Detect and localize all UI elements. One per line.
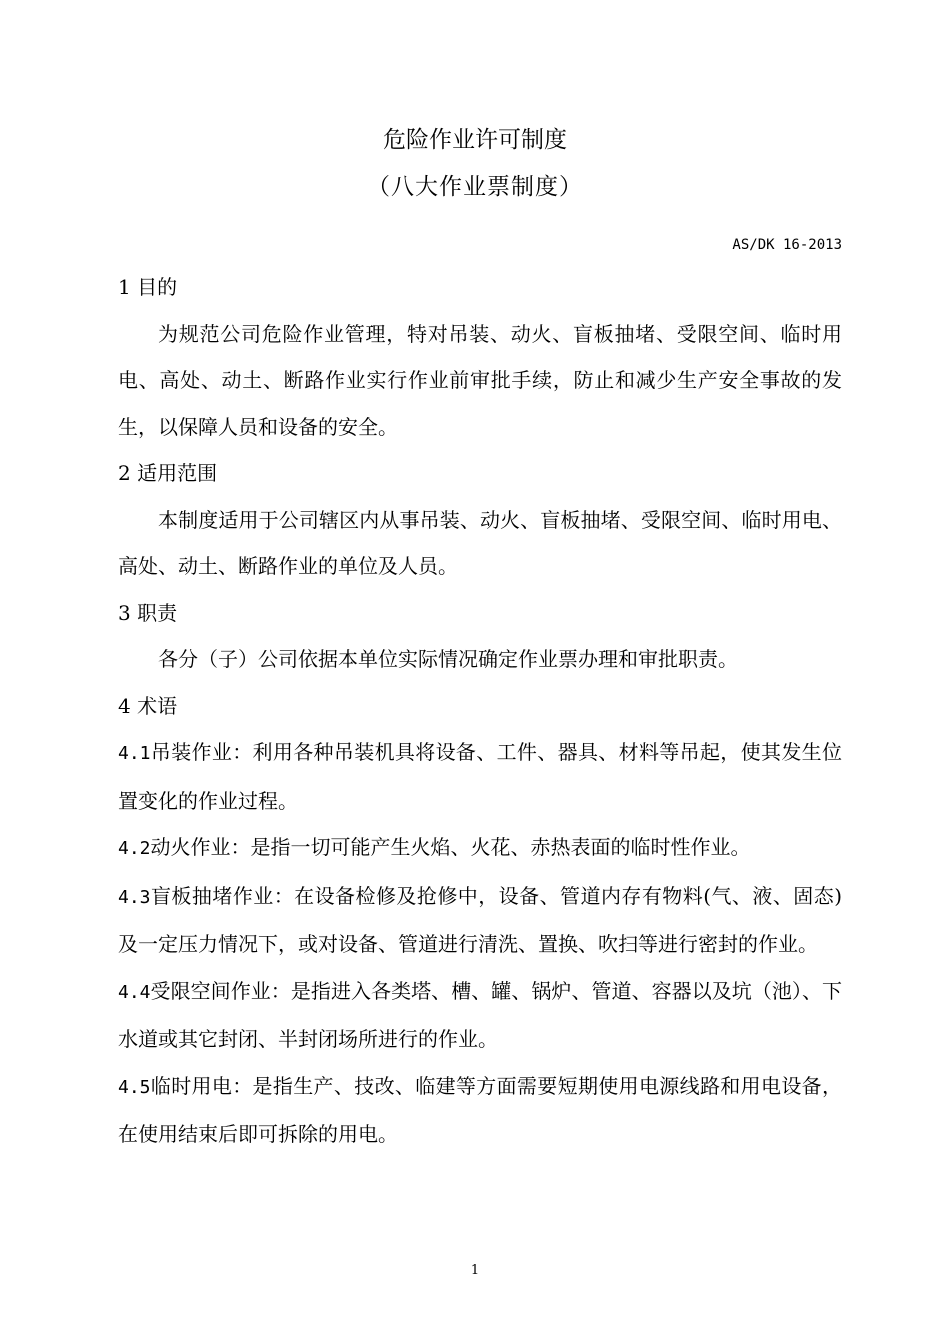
section-text-scope: 本制度适用于公司辖区内从事吊装、动火、盲板抽堵、受限空间、临时用电、高处、动土、断路作业的单位及人员。 — [118, 507, 842, 578]
term-item — [118, 729, 842, 824]
section-heading-terms: 4 术语 — [118, 693, 178, 718]
section-text-duties: 各分（子）公司依据本单位实际情况确定作业票办理和审批职责。 — [158, 647, 738, 671]
document-body — [118, 264, 842, 1158]
document-title: 危险作业许可制度 — [383, 127, 567, 153]
section-text-purpose: 为规范公司危险作业管理，特对吊装、动火、盲板抽堵、受限空间、临时用电、高处、动土、断路作业实行作业前审批手续，防止和减少生产安全事故的发生，以保障人员和设备的安全。 — [118, 321, 842, 439]
term-number: 4.4 — [118, 981, 151, 1003]
section-heading-purpose: 1 目的 — [118, 275, 178, 299]
term-item — [118, 968, 842, 1063]
term-text: 盲板抽堵作业：在设备检修及抢修中，设备、管道内存有物料(气、液、固态)及一定压力情况下，或对设备、管道进行清洗、置换、吹扫等进行密封的作业。 — [118, 883, 842, 956]
term-item — [118, 824, 842, 873]
term-text: 临时用电：是指生产、技改、临建等方面需要短期使用电源线路和用电设备，在使用结束后即可拆除的用电。 — [118, 1073, 842, 1146]
section-heading-duties: 3 职责 — [118, 600, 178, 625]
term-text: 吊装作业：利用各种吊装机具将设备、工件、器具、材料等吊起，使其发生位置变化的作业过程。 — [118, 740, 842, 813]
term-text: 受限空间作业：是指进入各类塔、槽、罐、锅炉、管道、容器以及坑（池）、下水道或其它封闭、半封闭场所进行的作业。 — [118, 978, 842, 1051]
term-item — [118, 1063, 842, 1158]
term-item — [118, 873, 842, 968]
term-number: 4.3 — [118, 886, 151, 908]
document-subtitle: （八大作业票制度） — [367, 174, 583, 200]
document-code: AS/DK 16-2013 — [732, 237, 842, 253]
term-text: 动火作业：是指一切可能产生火焰、火花、赤热表面的临时性作业。 — [150, 835, 751, 859]
term-number: 4.1 — [118, 743, 151, 764]
page-number: 1 — [470, 1263, 480, 1278]
section-heading-scope: 2 适用范围 — [118, 461, 218, 485]
term-number: 4.5 — [118, 1076, 151, 1098]
term-number: 4.2 — [118, 838, 151, 859]
